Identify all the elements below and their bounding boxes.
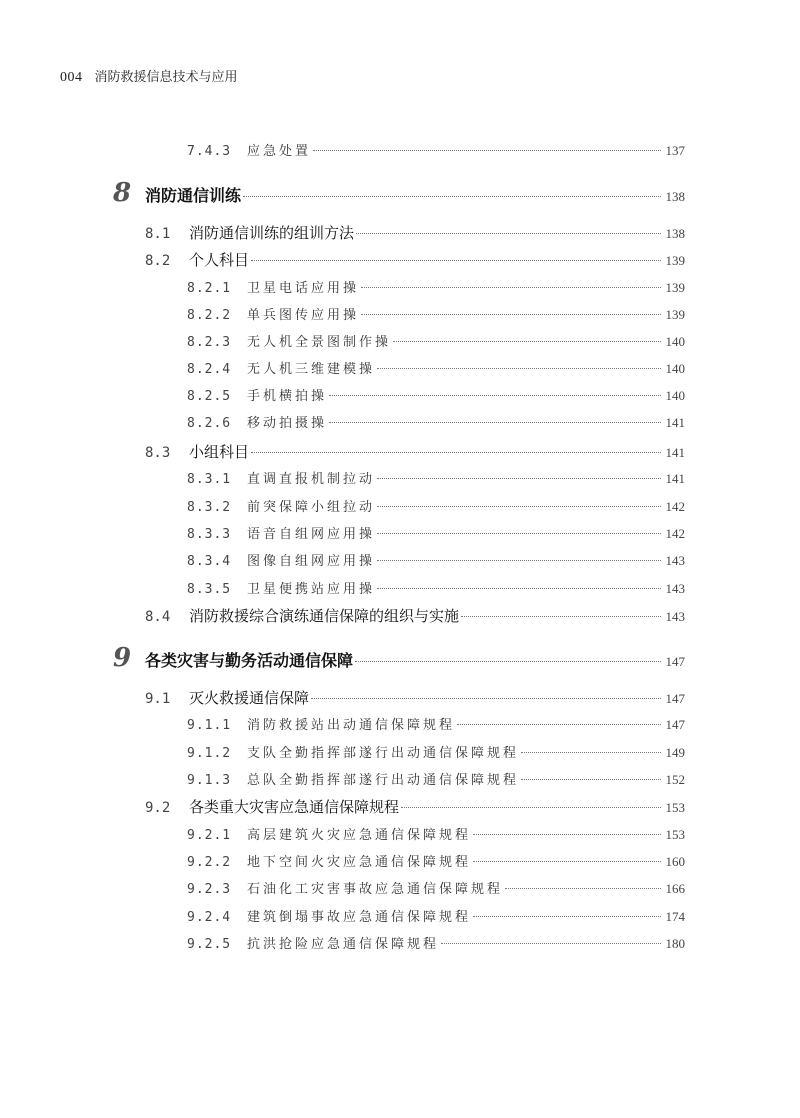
- toc-entry-number: 9.2.3: [187, 882, 232, 897]
- toc-entry-number: 8.4: [145, 609, 171, 625]
- toc-entry-title: 地下空间火灾应急通信保障规程: [247, 855, 472, 870]
- toc-entry-page-number: 140: [665, 334, 685, 349]
- toc-entry-title: 小组科目: [189, 443, 250, 461]
- dot-leader: [461, 616, 661, 617]
- toc-subsection-entry: [187, 385, 685, 404]
- toc-section-entry: [145, 605, 685, 626]
- toc-entry-page-number: 139: [665, 307, 685, 322]
- dot-leader: [311, 698, 661, 699]
- toc-entry-page-number: 153: [665, 827, 685, 842]
- toc-entry-number: 8.2.6: [187, 416, 232, 431]
- running-header: [60, 66, 238, 86]
- dot-leader: [441, 943, 661, 944]
- toc-subsection-entry: [187, 496, 685, 515]
- toc-subsection-entry: [187, 933, 685, 952]
- dot-leader: [393, 341, 661, 342]
- toc-subsection-entry: [187, 851, 685, 870]
- toc-subsection-entry: [187, 769, 685, 788]
- toc-entry-number: 8.3.4: [187, 554, 232, 569]
- toc-entry-number: 8.3: [145, 445, 171, 461]
- toc-entry-page-number: 140: [665, 388, 685, 403]
- toc-entry-page-number: 147: [665, 654, 685, 669]
- toc-entry-page-number: 147: [665, 717, 685, 732]
- toc-entry-title: 消防通信训练的组训方法: [189, 224, 355, 242]
- toc-entry-page-number: 153: [665, 800, 685, 815]
- dot-leader: [377, 506, 661, 507]
- toc-subsection-entry: [187, 468, 685, 487]
- toc-entry-number: 9.2.1: [187, 828, 232, 843]
- toc-entry-number: 9.2.5: [187, 937, 232, 952]
- dot-leader: [377, 588, 661, 589]
- header-page-number: 004: [60, 70, 83, 85]
- toc-entry-number: 8.3.5: [187, 582, 232, 597]
- toc-entry-page-number: 141: [665, 415, 685, 430]
- toc-entry-page-number: 143: [665, 609, 685, 624]
- toc-subsection-entry: [187, 140, 685, 159]
- toc-entry-title: 语音自组网应用操: [247, 527, 376, 542]
- toc-entry-title: 高层建筑火灾应急通信保障规程: [247, 828, 472, 843]
- toc-entry-number: 8.3.2: [187, 500, 232, 515]
- toc-entry-number: 8: [113, 178, 132, 208]
- toc-subsection-entry: [187, 714, 685, 733]
- toc-chapter-entry: [113, 643, 685, 673]
- toc-section-entry: [145, 687, 685, 708]
- toc-entry-number: 9: [113, 643, 132, 673]
- toc-subsection-entry: [187, 277, 685, 296]
- toc-entry-number: 7.4.3: [187, 144, 232, 159]
- toc-entry-number: 9.1.3: [187, 773, 232, 788]
- dot-leader: [473, 916, 661, 917]
- dot-leader: [355, 661, 661, 662]
- toc-subsection-entry: [187, 824, 685, 843]
- dot-leader: [329, 422, 661, 423]
- toc-entry-number: 9.1.2: [187, 746, 232, 761]
- toc-entry-number: 9.1.1: [187, 718, 232, 733]
- toc-entry-title: 各类灾害与勤务活动通信保障: [145, 651, 354, 670]
- dot-leader: [473, 834, 661, 835]
- dot-leader: [377, 478, 661, 479]
- toc-subsection-entry: [187, 742, 685, 761]
- toc-entry-title: 单兵图传应用操: [247, 308, 360, 323]
- toc-entry-page-number: 142: [665, 526, 685, 541]
- dot-leader: [243, 196, 661, 197]
- toc-entry-title: 无人机全景图制作操: [247, 335, 392, 350]
- toc-entry-page-number: 140: [665, 361, 685, 376]
- dot-leader: [361, 314, 661, 315]
- toc-entry-page-number: 180: [665, 936, 685, 951]
- toc-entry-title: 支队全勤指挥部遂行出动通信保障规程: [247, 746, 520, 761]
- toc-entry-number: 8.2.4: [187, 362, 232, 377]
- toc-section-entry: [145, 249, 685, 270]
- toc-entry-title: 各类重大灾害应急通信保障规程: [189, 798, 400, 816]
- toc-entry-number: 8.1: [145, 226, 171, 242]
- toc-entry-page-number: 143: [665, 553, 685, 568]
- toc-entry-number: 8.3.1: [187, 472, 232, 487]
- toc-subsection-entry: [187, 550, 685, 569]
- dot-leader: [521, 779, 661, 780]
- toc-entry-page-number: 147: [665, 691, 685, 706]
- toc-entry-page-number: 142: [665, 499, 685, 514]
- toc-entry-page-number: 141: [665, 471, 685, 486]
- toc-entry-title: 总队全勤指挥部遂行出动通信保障规程: [247, 773, 520, 788]
- dot-leader: [377, 560, 661, 561]
- toc-chapter-entry: [113, 178, 685, 208]
- toc-entry-number: 9.1: [145, 691, 171, 707]
- toc-entry-page-number: 139: [665, 280, 685, 295]
- toc-entry-title: 无人机三维建模操: [247, 362, 376, 377]
- dot-leader: [377, 533, 661, 534]
- toc-subsection-entry: [187, 412, 685, 431]
- dot-leader: [473, 861, 661, 862]
- toc-entry-title: 移动拍摄操: [247, 416, 328, 431]
- toc-entry-number: 8.2: [145, 253, 171, 269]
- toc-entry-page-number: 139: [665, 253, 685, 268]
- toc-entry-title: 应急处置: [247, 144, 312, 159]
- toc-entry-title: 个人科目: [189, 251, 250, 269]
- toc-entry-page-number: 138: [665, 226, 685, 241]
- toc-subsection-entry: [187, 578, 685, 597]
- toc-subsection-entry: [187, 358, 685, 377]
- toc-entry-number: 8.2.1: [187, 281, 232, 296]
- toc-section-entry: [145, 441, 685, 462]
- toc-subsection-entry: [187, 523, 685, 542]
- toc-entry-page-number: 152: [665, 772, 685, 787]
- toc-subsection-entry: [187, 878, 685, 897]
- toc-entry-page-number: 137: [665, 143, 685, 158]
- toc-entry-number: 8.3.3: [187, 527, 232, 542]
- toc-entry-page-number: 138: [665, 189, 685, 204]
- toc-entry-title: 抗洪抢险应急通信保障规程: [247, 937, 440, 952]
- toc-entry-title: 卫星电话应用操: [247, 281, 360, 296]
- toc-entry-number: 9.2.2: [187, 855, 232, 870]
- toc-entry-title: 消防通信训练: [145, 186, 242, 205]
- dot-leader: [251, 452, 661, 453]
- toc-subsection-entry: [187, 906, 685, 925]
- dot-leader: [505, 888, 661, 889]
- toc-entry-title: 卫星便携站应用操: [247, 582, 376, 597]
- toc-subsection-entry: [187, 331, 685, 350]
- toc-entry-number: 8.2.5: [187, 389, 232, 404]
- toc-entry-title: 图像自组网应用操: [247, 554, 376, 569]
- dot-leader: [356, 233, 661, 234]
- toc-entry-page-number: 166: [665, 881, 685, 896]
- dot-leader: [377, 368, 661, 369]
- dot-leader: [251, 260, 661, 261]
- dot-leader: [401, 807, 661, 808]
- toc-entry-title: 直调直报机制拉动: [247, 472, 376, 487]
- toc-entry-page-number: 174: [665, 909, 685, 924]
- toc-entry-page-number: 141: [665, 445, 685, 460]
- toc-entry-number: 9.2.4: [187, 910, 232, 925]
- toc-section-entry: [145, 796, 685, 817]
- toc-section-entry: [145, 222, 685, 243]
- dot-leader: [521, 752, 661, 753]
- toc-entry-title: 消防救援综合演练通信保障的组织与实施: [189, 607, 460, 625]
- toc-entry-page-number: 143: [665, 581, 685, 596]
- toc-entry-title: 消防救援站出动通信保障规程: [247, 718, 456, 733]
- dot-leader: [329, 395, 661, 396]
- dot-leader: [313, 150, 661, 151]
- toc-entry-page-number: 160: [665, 854, 685, 869]
- dot-leader: [457, 724, 661, 725]
- toc-entry-title: 石油化工灾害事故应急通信保障规程: [247, 882, 504, 897]
- toc-entry-title: 手机横拍操: [247, 389, 328, 404]
- toc-subsection-entry: [187, 304, 685, 323]
- toc-entry-title: 灭火救援通信保障: [189, 689, 310, 707]
- header-book-title: 消防救援信息技术与应用: [94, 70, 238, 85]
- toc-entry-number: 9.2: [145, 800, 171, 816]
- toc-entry-number: 8.2.2: [187, 308, 232, 323]
- toc-entry-title: 建筑倒塌事故应急通信保障规程: [247, 910, 472, 925]
- toc-entry-page-number: 149: [665, 745, 685, 760]
- toc-entry-title: 前突保障小组拉动: [247, 500, 376, 515]
- toc-entry-number: 8.2.3: [187, 335, 232, 350]
- dot-leader: [361, 287, 661, 288]
